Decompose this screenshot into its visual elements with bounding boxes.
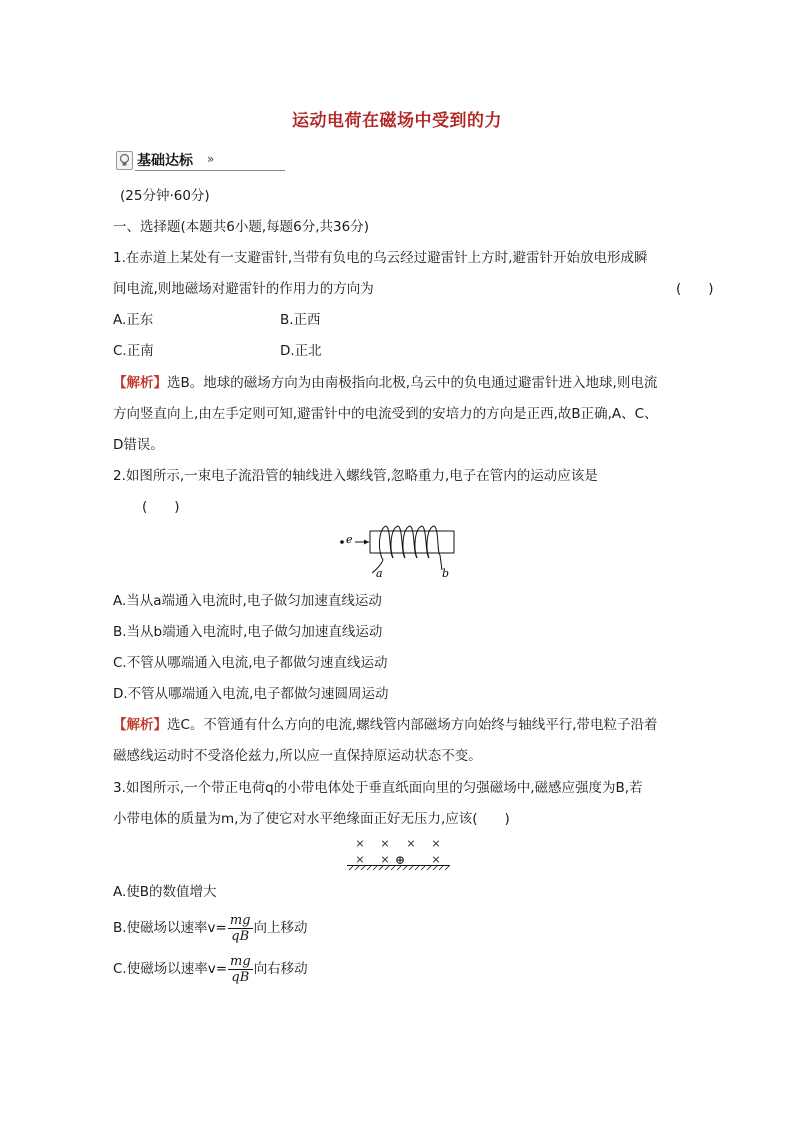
q1-option-b: B.正西: [280, 312, 321, 328]
q3-stem-line1: 3.如图所示,一个带正电荷q的小带电体处于垂直纸面向里的匀强磁场中,磁感应强度为B,若: [113, 780, 643, 796]
fraction-mg-over-qb: $\frac{mg}{qB}$: [229, 912, 251, 944]
q1-analysis-text: 选B。地球的磁场方向为由南极指向北极,乌云中的负电通过避雷针进入地球,则电流: [167, 375, 658, 391]
section-header: [113, 148, 293, 172]
svg-text:×: ×: [380, 837, 390, 850]
q2-option-a: A.当从a端通入电流时,电子做匀加速直线运动: [113, 593, 382, 609]
q2-analysis-line2: 磁感线运动时不受洛伦兹力,所以应一直保持原运动状态不变。: [113, 748, 482, 764]
part-heading: 一、选择题(本题共6小题,每题6分,共36分): [113, 219, 369, 235]
fraction-mg-over-qb: $\frac{mg}{qB}$: [230, 953, 251, 985]
q1-stem-line2: 间电流,则地磁场对避雷针的作用力的方向为: [113, 281, 374, 297]
svg-text:×: ×: [431, 837, 441, 850]
time-note: (25分钟·60分): [120, 188, 210, 204]
q1-option-d: D.正北: [280, 343, 322, 359]
q3-option-c: C.使磁场以速率v= $\frac{mg}{qB}$ 向右移动: [113, 953, 308, 985]
q3-option-b: B.使磁场以速率v= $\frac{mg}{qB}$ 向上移动: [113, 912, 308, 944]
q2-stem-line1: 2.如图所示,一束电子流沿管的轴线进入螺线管,忽略重力,电子在管内的运动应该是: [113, 468, 598, 484]
svg-text:×: ×: [380, 853, 390, 866]
electron-label: e: [346, 533, 353, 546]
magnetic-field-figure: [340, 836, 455, 872]
q1-analysis-line3: D错误。: [113, 437, 164, 453]
q1-option-a: A.正东: [113, 312, 154, 328]
q2-analysis-line1: [113, 715, 658, 735]
q1-analysis-line1: [113, 373, 657, 393]
q3-stem-line2: 小带电体的质量为m,为了使它对水平绝缘面正好无压力,应该( ): [113, 811, 510, 827]
q1-option-c: C.正南: [113, 343, 154, 359]
solenoid-figure: [335, 525, 465, 583]
solenoid-coil: [372, 526, 442, 573]
svg-text:×: ×: [431, 853, 441, 866]
q2-analysis-text: 选C。不管通有什么方向的电流,螺线管内部磁场方向始终与轴线平行,带电粒子沿着: [167, 717, 658, 733]
q1-analysis-tag: 【解析】: [113, 375, 167, 391]
q2-option-b: B.当从b端通入电流时,电子做匀加速直线运动: [113, 624, 383, 640]
q3-option-a: A.使B的数值增大: [113, 884, 217, 900]
q2-option-d: D.不管从哪端通入电流,电子都做匀速圆周运动: [113, 686, 389, 702]
q2-analysis-tag: 【解析】: [113, 717, 167, 733]
page-title: 运动电荷在磁场中受到的力: [292, 111, 502, 131]
q2-answer-blank: ( ): [142, 499, 180, 515]
terminal-b-label: b: [442, 567, 450, 580]
terminal-a-label: a: [376, 567, 383, 580]
solenoid-tube: [370, 531, 454, 553]
positive-charge-icon: ⊕: [394, 853, 406, 867]
q2-option-c: C.不管从哪端通入电流,电子都做匀速直线运动: [113, 655, 388, 671]
q1-analysis-line2: 方向竖直向上,由左手定则可知,避雷针中的电流受到的安培力的方向是正西,故B正确,A、C、: [113, 406, 658, 422]
chevron-right-icon: »: [207, 152, 215, 166]
svg-text:×: ×: [355, 837, 365, 850]
electron-dot: [340, 540, 344, 544]
svg-text:×: ×: [406, 837, 416, 850]
section-label: 基础达标: [137, 153, 193, 169]
lightbulb-icon: [116, 151, 133, 170]
q1-answer-blank: ( ): [676, 281, 714, 297]
svg-text:×: ×: [355, 853, 365, 866]
q1-stem-line1: 1.在赤道上某处有一支避雷针,当带有负电的乌云经过避雷针上方时,避雷针开始放电形成瞬: [113, 250, 648, 266]
section-divider: [135, 170, 285, 171]
